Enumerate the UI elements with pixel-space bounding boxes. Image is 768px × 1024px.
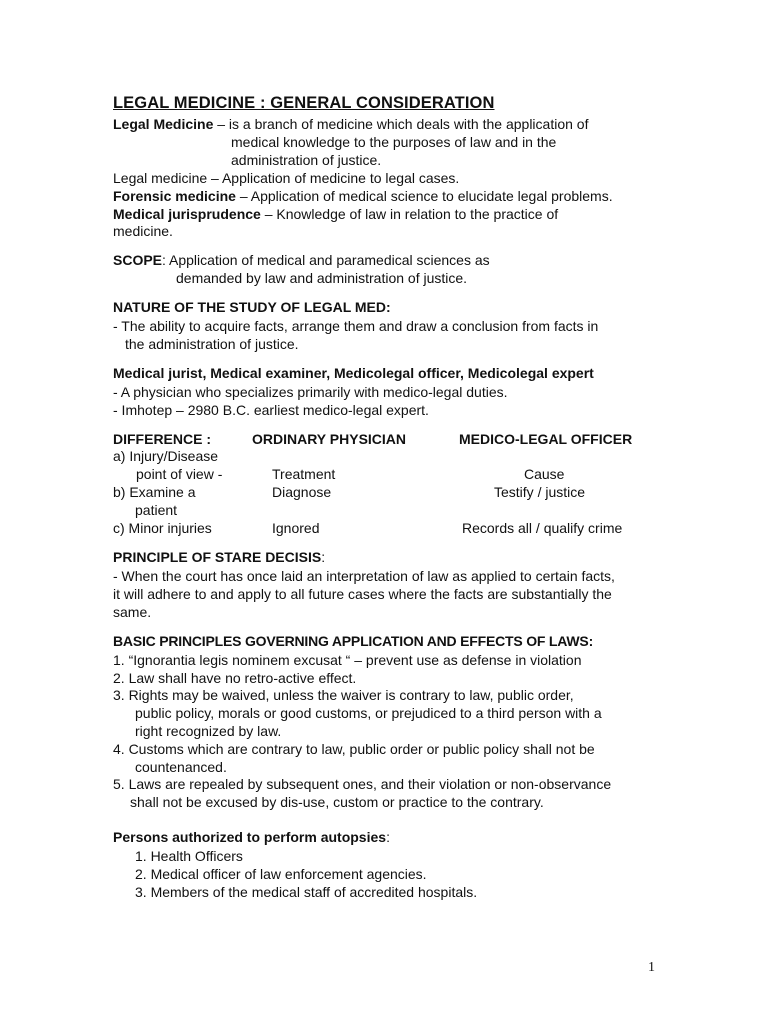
difference-row-a: a) Injury/Disease bbox=[113, 448, 219, 464]
nature-heading: NATURE OF THE STUDY OF LEGAL MED: bbox=[113, 299, 391, 315]
def-text: – Knowledge of law in relation to the practice of bbox=[260, 206, 559, 222]
autopsy-heading-line bbox=[113, 828, 390, 846]
basic-principle-5-cont: shall not be excused by dis-use, custom or practice to the contrary. bbox=[130, 794, 544, 810]
difference-row-a-medico: Cause bbox=[524, 466, 565, 482]
scope-line: demanded by law and administration of justice. bbox=[176, 270, 468, 286]
difference-row-b-medico: Testify / justice bbox=[494, 484, 586, 500]
basic-principle-4: 4. Customs which are contrary to law, public order or public policy shall not be bbox=[113, 741, 595, 757]
stare-heading: PRINCIPLE OF STARE DECISIS bbox=[113, 549, 322, 565]
basic-principle-5: 5. Laws are repealed by subsequent ones, and their violation or non-observance bbox=[113, 776, 612, 792]
def-text: – is a branch of medicine which deals with the application of bbox=[213, 116, 589, 132]
difference-col-medico: MEDICO-LEGAL OFFICER bbox=[459, 431, 633, 447]
nature-line: the administration of justice. bbox=[125, 336, 299, 352]
jurist-line: - Imhotep – 2980 B.C. earliest medico-legal expert. bbox=[113, 402, 429, 418]
stare-line: it will adhere to and apply to all future cases where the facts are substantially the bbox=[113, 586, 612, 602]
difference-col-ordinary: ORDINARY PHYSICIAN bbox=[252, 431, 407, 447]
difference-row-a-cont: point of view - bbox=[136, 466, 223, 482]
stare-colon: : bbox=[321, 549, 326, 565]
difference-row-a-ordinary: Treatment bbox=[272, 466, 336, 482]
scope-term: SCOPE bbox=[113, 252, 163, 268]
difference-row-b: b) Examine a bbox=[113, 484, 196, 500]
basic-heading: BASIC PRINCIPLES GOVERNING APPLICATION AND EFFECTS OF LAWS: bbox=[113, 633, 594, 649]
list-item: 3. Members of the medical staff of accredited hospitals. bbox=[135, 884, 478, 900]
term-forensic: Forensic medicine bbox=[113, 188, 236, 204]
stare-line: same. bbox=[113, 604, 152, 620]
def-legal-medicine bbox=[113, 115, 588, 133]
term-legal-medicine: Legal Medicine bbox=[113, 116, 214, 132]
scope-text: : Application of medical and paramedical sciences as bbox=[162, 252, 490, 268]
jurist-heading: Medical jurist, Medical examiner, Medicolegal officer, Medicolegal expert bbox=[113, 365, 594, 381]
page-title: LEGAL MEDICINE : GENERAL CONSIDERATION bbox=[113, 94, 495, 112]
basic-principle-3-cont: right recognized by law. bbox=[135, 723, 282, 739]
difference-row-c-ordinary: Ignored bbox=[272, 520, 320, 536]
autopsy-heading: Persons authorized to perform autopsies bbox=[113, 829, 387, 845]
scope bbox=[113, 251, 490, 269]
list-item: 2. Medical officer of law enforcement agencies. bbox=[135, 866, 427, 882]
def-forensic bbox=[113, 187, 613, 205]
difference-row-b-ordinary: Diagnose bbox=[272, 484, 332, 500]
def-text: – Application of medical science to elucidate legal problems. bbox=[235, 188, 613, 204]
basic-principle-3: 3. Rights may be waived, unless the waiver is contrary to law, public order, bbox=[113, 687, 574, 703]
difference-row-b-cont: patient bbox=[135, 502, 178, 518]
basic-principle-1: 1. “Ignorantia legis nominem excusat “ – prevent use as defense in violation bbox=[113, 652, 582, 668]
def-legal-medicine-short: Legal medicine – Application of medicine to legal cases. bbox=[113, 170, 460, 186]
difference-row-c: c) Minor injuries bbox=[113, 520, 212, 536]
autopsy-colon: : bbox=[386, 829, 390, 845]
page-number: 1 bbox=[648, 960, 655, 975]
list-item: 1. Health Officers bbox=[135, 848, 243, 864]
term-jurisprudence: Medical jurisprudence bbox=[113, 206, 261, 222]
difference-row-c-medico: Records all / qualify crime bbox=[462, 520, 623, 536]
jurist-line: - A physician who specializes primarily with medico-legal duties. bbox=[113, 384, 508, 400]
def-line: medicine. bbox=[113, 223, 173, 239]
def-line: administration of justice. bbox=[231, 152, 382, 168]
difference-heading: DIFFERENCE : bbox=[113, 431, 211, 447]
basic-principle-3-cont: public policy, morals or good customs, or prejudiced to a third person with a bbox=[135, 705, 602, 721]
def-jurisprudence bbox=[113, 205, 558, 223]
nature-line: - The ability to acquire facts, arrange them and draw a conclusion from facts in bbox=[113, 318, 599, 334]
def-line: medical knowledge to the purposes of law and in the bbox=[231, 134, 557, 150]
basic-principle-4-cont: countenanced. bbox=[135, 759, 227, 775]
stare-heading-line bbox=[113, 548, 325, 566]
basic-principle-2: 2. Law shall have no retro-active effect. bbox=[113, 670, 357, 686]
stare-line: - When the court has once laid an interpretation of law as applied to certain facts, bbox=[113, 568, 615, 584]
